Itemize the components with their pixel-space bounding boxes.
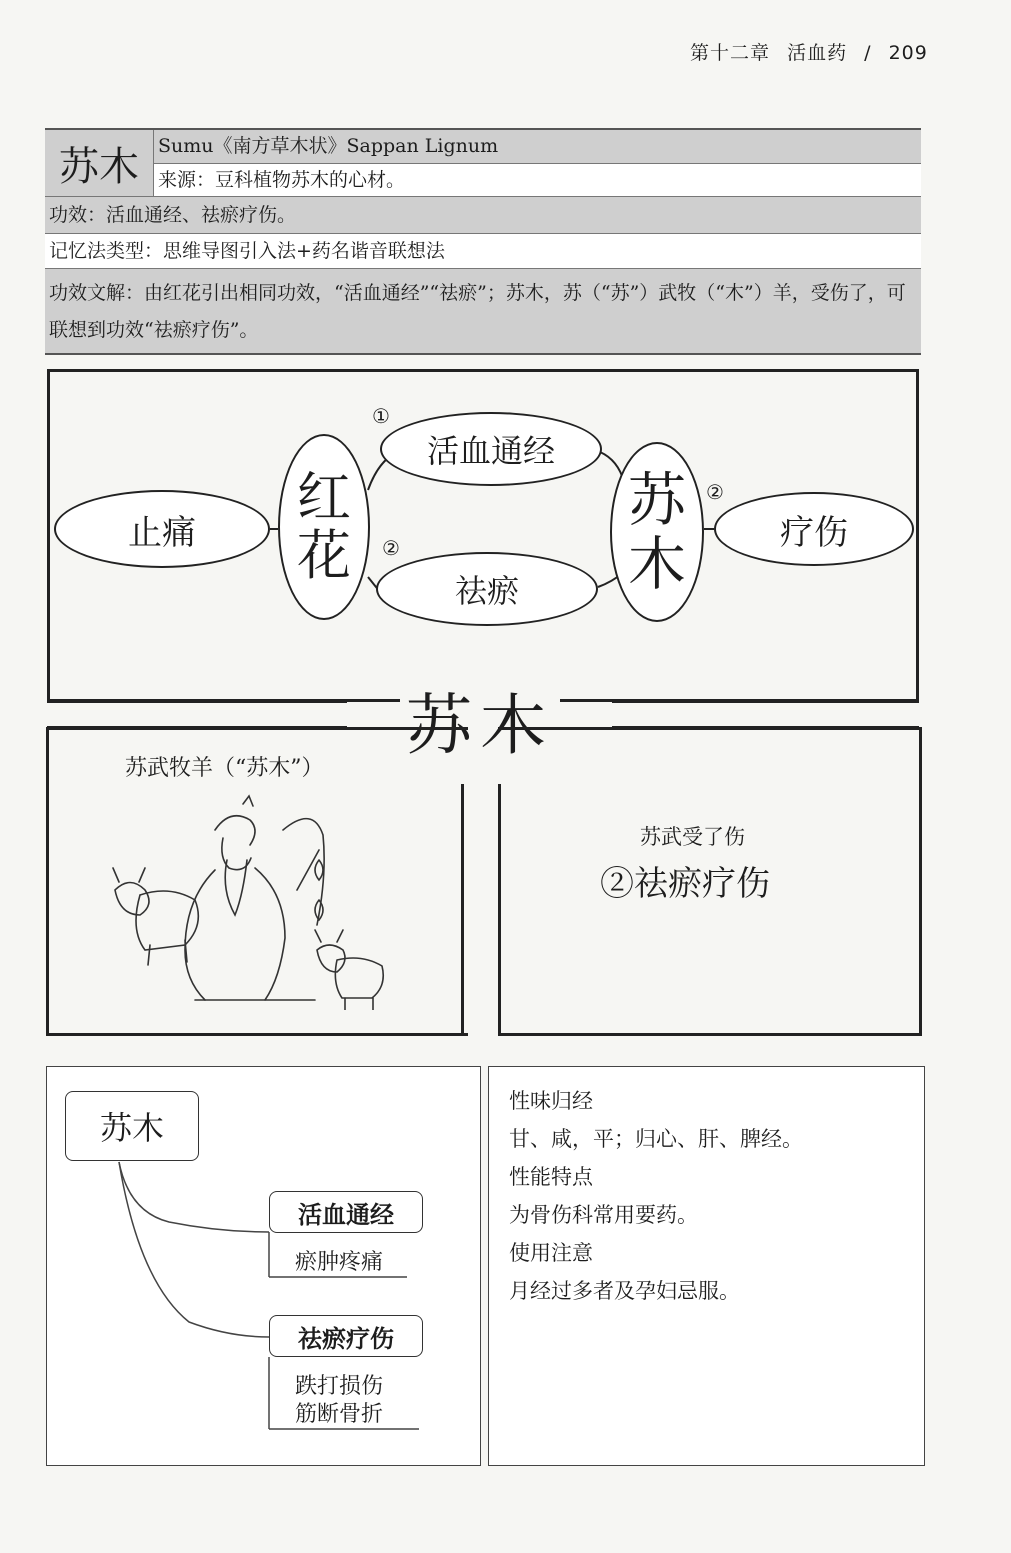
number-two-right: ② [706,480,724,504]
oval-honghua: 红花 [278,434,370,620]
tree-item: 瘀肿疼痛 [295,1250,384,1275]
number-one: ① [372,404,390,428]
herb-info-table [45,128,921,355]
feature-heading: 性能特点 [509,1165,593,1189]
title-line-left [47,700,347,703]
number-two-left: ② [382,536,400,560]
story-right-subtitle: 苏武受了伤 [640,825,745,849]
chapter-label: 第十二章 [690,42,771,64]
tree-item: 跌打损伤 [295,1374,384,1399]
story-right-main: ②祛瘀疗伤 [600,864,770,904]
mind-map-frame [47,369,919,702]
feature-text: 为骨伤科常用要药。 [509,1203,698,1227]
memory-type-row: 记忆法类型：思维导图引入法+药名谐音联想法 [45,234,921,269]
herb-name: 苏木 [45,130,154,196]
nature-text: 甘、咸，平；归心、肝、脾经。 [509,1127,803,1151]
oval-huoxue-tongjing: 活血通经 [380,412,602,486]
story-left-divider [461,784,464,1036]
tree-branch-huoxue: 活血通经 [269,1191,423,1233]
page-title: 苏木 [400,672,560,767]
su-wu-shepherd-illustration [105,790,405,1010]
running-header [690,38,938,65]
oval-sumu: 苏木 [610,442,704,622]
title-line-right [612,700,919,703]
explanation-row: 功效文解：由红花引出相同功效，“活血通经”“祛瘀”；苏木，苏（“苏”）武牧（“木”）羊，受伤了，可联想到功效“祛瘀疗伤”。 [45,269,921,353]
mind-tree-panel [46,1066,481,1466]
story-right-divider [498,784,501,1036]
caution-text: 月经过多者及孕妇忌服。 [509,1279,740,1303]
oval-liaoshang: 疗伤 [714,492,914,566]
name-details [154,130,921,196]
oval-zhitong: 止痛 [54,490,270,568]
tree-branch-quyu: 祛瘀疗伤 [269,1315,423,1357]
herb-source: 来源：豆科植物苏木的心材。 [154,164,921,196]
section-label: 活血药 [787,42,848,64]
efficacy-row: 功效：活血通经、祛瘀疗伤。 [45,197,921,234]
properties-panel [488,1066,925,1466]
caution-heading: 使用注意 [509,1241,593,1265]
oval-quyu: 祛瘀 [376,552,598,626]
tree-root: 苏木 [65,1091,199,1161]
page-number: 209 [888,42,928,64]
tree-item: 筋断骨折 [295,1402,384,1427]
name-row [45,130,921,197]
nature-heading: 性味归经 [509,1089,593,1113]
story-caption: 苏武牧羊（“苏木”） [125,756,324,781]
header-separator: / [864,42,872,64]
latin-name: Sumu《南方草木状》Sappan Lignum [154,130,921,164]
